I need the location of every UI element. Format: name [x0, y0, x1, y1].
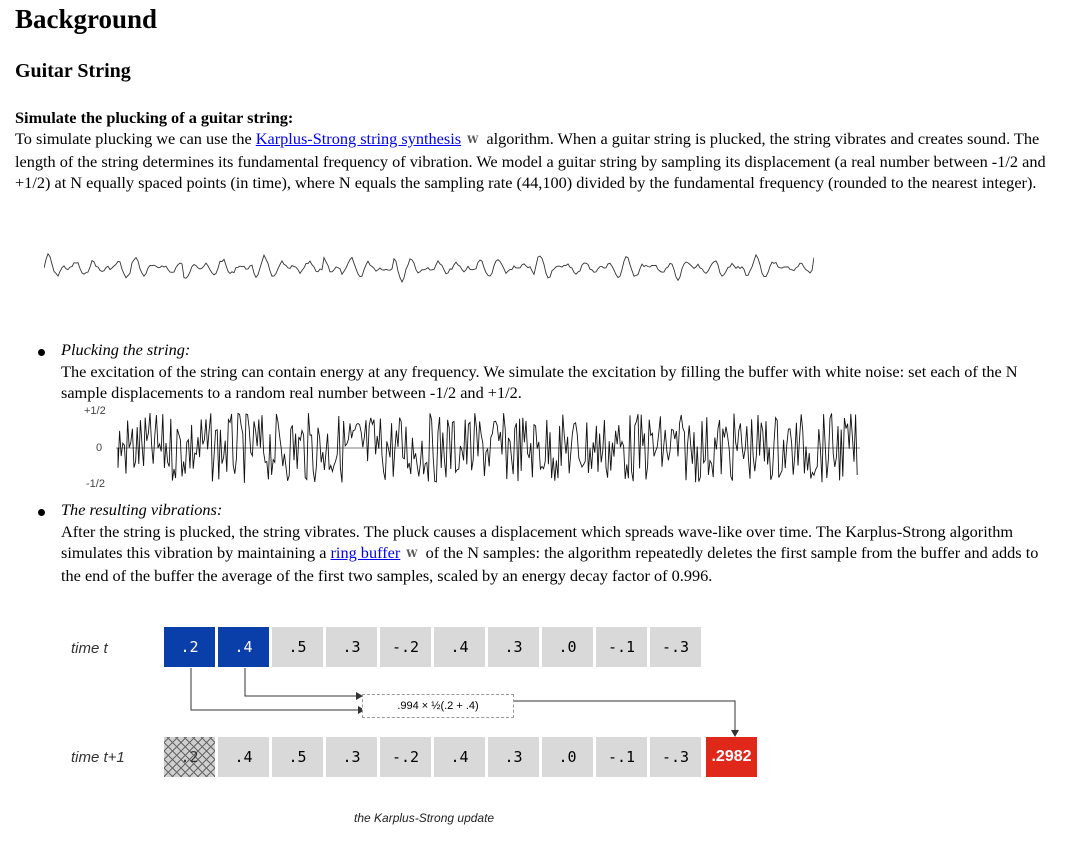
- page-heading: Background: [15, 4, 158, 34]
- plucking-title: Plucking the string:: [61, 340, 191, 359]
- buffer-cell: -.1: [596, 627, 647, 667]
- buffer-cell: -.3: [650, 627, 701, 667]
- arrowhead-icon: [731, 730, 739, 737]
- deleted-cell: .2: [164, 737, 215, 777]
- arrow-from-second: [245, 668, 356, 696]
- vibrations-text-2: of the N samples: the algorithm repeatedly deletes the first sample from the buffer and adds to the end of the buffer the average of the first two samples, scaled by an energy decay factor of 0.996.: [61, 543, 1039, 585]
- buffer-cell: .5: [272, 737, 323, 777]
- vibrations-title: The resulting vibrations:: [61, 500, 223, 519]
- intro-text-1: To simulate plucking we can use the: [15, 129, 256, 148]
- time-t-label: time t: [71, 640, 108, 657]
- arrow-to-new: [513, 701, 735, 735]
- plucking-body: The excitation of the string can contain energy at any frequency. We simulate the excitation by filling the buffer with white noise: set each of the N sample displacements to a random real number between -1/2 and +1/2.: [61, 362, 1018, 402]
- noise-axis-zero: 0: [96, 442, 103, 454]
- intro-paragraph: [15, 128, 1055, 193]
- buffer-cell: .3: [488, 627, 539, 667]
- string-waveform-image: [44, 238, 814, 292]
- buffer-cell: -.3: [650, 737, 701, 777]
- wikipedia-icon[interactable]: W: [467, 135, 479, 146]
- buffer-cell: .0: [542, 627, 593, 667]
- formula-box: .994 × ½(.2 + .4): [362, 694, 514, 718]
- buffer-cell: .4: [434, 737, 485, 777]
- wikipedia-icon[interactable]: W: [406, 549, 418, 560]
- buffer-cell: .0: [542, 737, 593, 777]
- buffer-cell: -.1: [596, 737, 647, 777]
- buffer-cell: .5: [272, 627, 323, 667]
- arrow-from-first: [191, 668, 365, 710]
- buffer-cell: -.2: [380, 737, 431, 777]
- bullet-icon: [38, 509, 45, 516]
- section-heading: Guitar String: [15, 60, 131, 82]
- buffer-cell: .3: [488, 737, 539, 777]
- string-waveform-line: [44, 254, 814, 282]
- buffer-cell: -.2: [380, 627, 431, 667]
- karplus-strong-link[interactable]: Karplus-Strong string synthesis: [255, 129, 462, 148]
- buffer-cell: .4: [218, 627, 269, 667]
- new-value-cell: .2982: [706, 737, 757, 777]
- intro-lead: Simulate the plucking of a guitar string:: [15, 108, 294, 127]
- intro-text-2: algorithm. When a guitar string is plucked, the string vibrates and creates sound. The length of the string determines its fundamental frequency of vibration. We model a guitar string by sampling its displacement (a real number between -1/2 and +1/2) at N equally spaced points (in time), where N equals the sampling rate (44,100) divided by the fundamental frequency (rounded to the nearest integer).: [15, 129, 1046, 192]
- vibrations-body: [61, 521, 1046, 586]
- time-t1-label: time t+1: [71, 749, 125, 766]
- buffer-cell: .2: [164, 627, 215, 667]
- buffer-cell: .4: [434, 627, 485, 667]
- noise-axis-top: +1/2: [84, 405, 106, 417]
- buffer-cell: .3: [326, 737, 377, 777]
- vibrations-text-1: After the string is plucked, the string vibrates. The pluck causes a displacement which spreads wave-like over time. The Karplus-Strong algorithm simulates this vibration by maintaining a: [61, 522, 1014, 562]
- buffer-cell: .3: [326, 627, 377, 667]
- diagram-caption: the Karplus-Strong update: [354, 811, 495, 825]
- bullet-icon: [38, 349, 45, 356]
- ring-buffer-link[interactable]: ring buffer: [330, 543, 401, 562]
- white-noise-plot: [112, 410, 864, 488]
- noise-axis-bottom: -1/2: [86, 478, 105, 490]
- buffer-cell: .4: [218, 737, 269, 777]
